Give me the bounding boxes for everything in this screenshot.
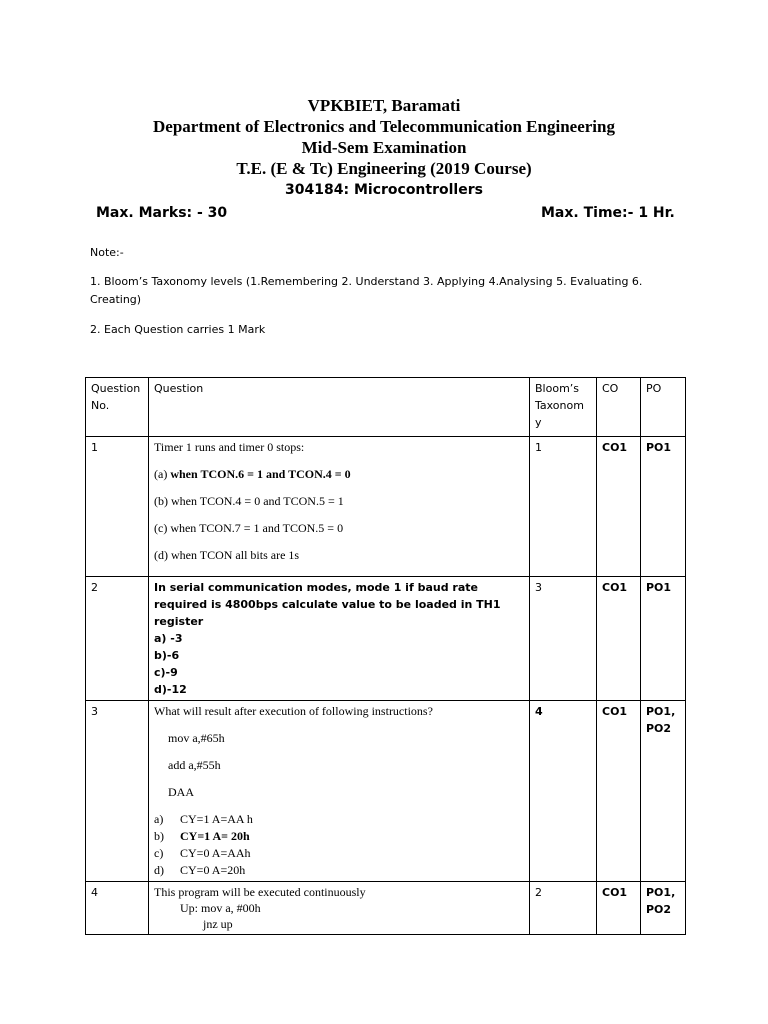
- institute-name: VPKBIET, Baramati: [307, 96, 461, 115]
- max-time: Max. Time:- 1 Hr.: [541, 205, 675, 221]
- header-bloom: Bloom’s Taxonom y: [530, 378, 597, 437]
- question-no: 3: [86, 701, 149, 882]
- code-line: Up: mov a, #00h: [180, 901, 261, 915]
- question-stem: Timer 1 runs and timer 0 stops:: [154, 440, 305, 454]
- program-outcome: PO1: [641, 577, 686, 701]
- bloom-level: 2: [530, 882, 597, 935]
- table-row: [86, 701, 686, 882]
- header-question-no: Question No.: [86, 378, 149, 437]
- option-d: [154, 862, 524, 879]
- code-line: DAA: [168, 785, 194, 799]
- option-a: [154, 466, 524, 483]
- option-a-key: a): [154, 812, 164, 826]
- table-row: [86, 437, 686, 577]
- question-no: 4: [86, 882, 149, 935]
- course-outcome: CO1: [597, 577, 641, 701]
- option-d-text: CY=0 A=20h: [180, 863, 246, 877]
- header-po: PO: [641, 378, 686, 437]
- option-b: (b) when TCON.4 = 0 and TCON.5 = 1: [154, 494, 344, 508]
- option-b: [154, 828, 524, 845]
- option-a: [154, 811, 524, 828]
- question-stem: This program will be executed continuously: [154, 885, 366, 899]
- options-list: [154, 811, 524, 879]
- code-line: mov a,#65h: [168, 731, 225, 745]
- table-header-row: [86, 378, 686, 437]
- note-title: Note:-: [90, 246, 124, 259]
- bloom-level: 3: [530, 577, 597, 701]
- option-d: (d) when TCON all bits are 1s: [154, 548, 300, 562]
- course-name: T.E. (E & Tc) Engineering (2019 Course): [236, 159, 532, 178]
- header-question: Question: [149, 378, 530, 437]
- program-outcome: PO1, PO2: [641, 701, 686, 882]
- question-stem: In serial communication modes, mode 1 if baud rate required is 4800bps calculate value to be loaded in TH1 register: [154, 581, 501, 628]
- code-line: jnz up: [203, 917, 233, 931]
- option-b: b)-6: [154, 649, 180, 662]
- department-name: Department of Electronics and Telecommunication Engineering: [153, 117, 615, 136]
- max-marks: Max. Marks: - 30: [96, 205, 228, 221]
- note-marks: 2. Each Question carries 1 Mark: [90, 323, 266, 336]
- question-table: [85, 377, 686, 935]
- course-outcome: CO1: [597, 882, 641, 935]
- question-no: 1: [86, 437, 149, 577]
- option-c-key: c): [154, 846, 164, 860]
- exam-name: Mid-Sem Examination: [301, 138, 467, 157]
- option-b-text: CY=1 A= 20h: [180, 829, 250, 843]
- option-d-key: d): [154, 863, 164, 877]
- subject-name: 304184: Microcontrollers: [285, 182, 483, 198]
- table-row: [86, 577, 686, 701]
- option-a: a) -3: [154, 632, 183, 645]
- program-outcome: PO1, PO2: [641, 882, 686, 935]
- code-line: add a,#55h: [168, 758, 221, 772]
- note-bloom-levels: 1. Bloom’s Taxonomy levels (1.Remembering 2. Understand 3. Applying 4.Analysing 5. Evaluating 6. Creating): [90, 275, 643, 306]
- bloom-level: 1: [530, 437, 597, 577]
- question-text: [149, 882, 530, 935]
- course-outcome: CO1: [597, 437, 641, 577]
- program-outcome: PO1: [641, 437, 686, 577]
- option-a-text: CY=1 A=AA h: [180, 812, 253, 826]
- option-c: (c) when TCON.7 = 1 and TCON.5 = 0: [154, 521, 344, 535]
- option-a-prefix: (a): [154, 467, 171, 481]
- course-outcome: CO1: [597, 701, 641, 882]
- question-stem: What will result after execution of following instructions?: [154, 704, 433, 718]
- option-d: d)-12: [154, 683, 187, 696]
- option-c: c)-9: [154, 666, 178, 679]
- option-a-text: when TCON.6 = 1 and TCON.4 = 0: [170, 467, 351, 481]
- question-text: [149, 701, 530, 882]
- question-text: [149, 577, 530, 701]
- table-row: [86, 882, 686, 935]
- question-no: 2: [86, 577, 149, 701]
- option-b-key: b): [154, 829, 164, 843]
- bloom-level: 4: [530, 701, 597, 882]
- header-co: CO: [597, 378, 641, 437]
- option-c: [154, 845, 524, 862]
- question-text: [149, 437, 530, 577]
- option-c-text: CY=0 A=AAh: [180, 846, 251, 860]
